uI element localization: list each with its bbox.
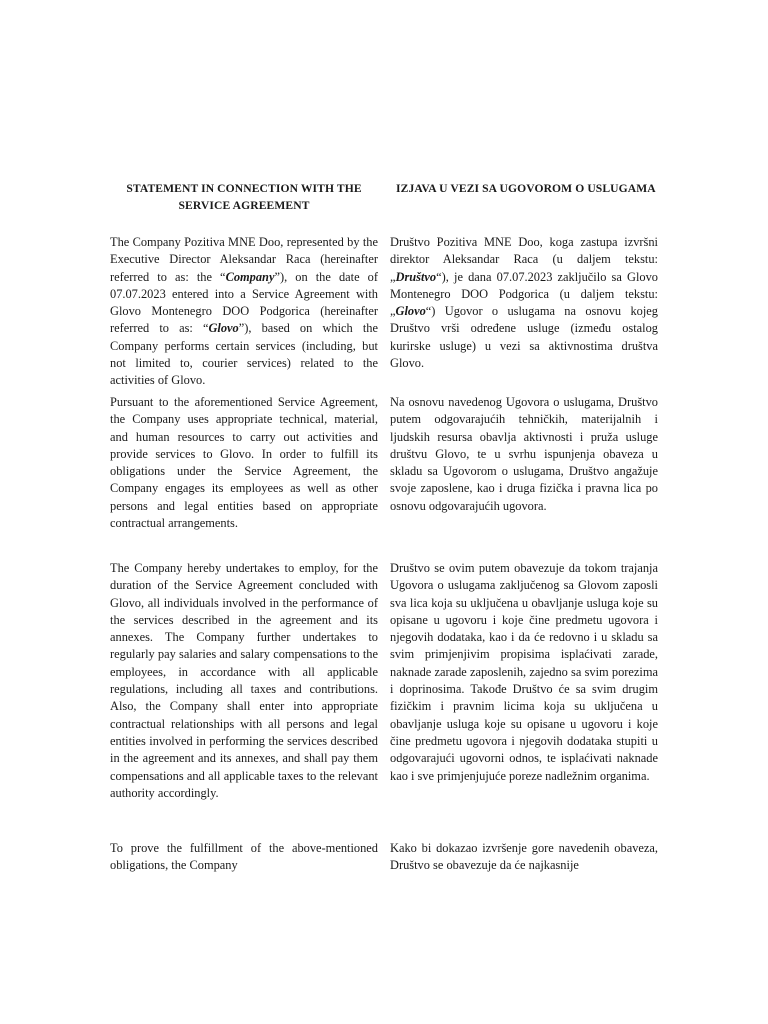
- montenegrin-heading: IZJAVA U VEZI SA UGOVOROM O USLUGAMA: [396, 182, 656, 195]
- montenegrin-column: [390, 180, 658, 873]
- english-p1-text-a: The Company Pozitiva MNE Doo, represented by the Executive Director Aleksandar Raca (hereinafter referred to as: the “: [110, 235, 378, 284]
- montenegrin-paragraph-3: Društvo se ovim putem obavezuje da tokom trajanja Ugovora o uslugama zaključenog sa Glovom zaposli sva lica koja su uključena u obavljanje usluga koje su opisane u ugovoru i koje čine predmetu ugovora i njegovih dodataka, kao i da će redovno i u skladu sa svim primjenjivim propisima isplaćivati zarade, naknade zarade zaposlenih, zajedno sa svim porezima i doprinosima. Takođe Društvo će sa svim drugim fizičkim i pravnim licima koja su uključena u obavljanje usluga koje su opisane u ugovoru i koje čine predmetu ugovora i njegovih dodataka stupiti u odgovarajući ugovorni odnos, te isplaćivati naknade kao i sve primjenjujuće poreze nadležnim organima.: [390, 561, 658, 783]
- montenegrin-p1-term-glovo: Glovo: [395, 304, 426, 319]
- montenegrin-paragraph-2: Na osnovu navedenog Ugovora o uslugama, Društvo putem odgovarajućih tehničkih, materijalnih i ljudskih resursa obavlja aktivnosti i pruža usluge društvu Glovo, te u svrhu ispunjenja obaveza u skladu sa Ugovorom o uslugama, Društvo angažuje svoje zaposlene, kao i druga fizička i pravna lica po osnovu odgovarajućih ugovora.: [390, 395, 658, 513]
- english-p1-text-e: ”), based on which the Company performs certain services (including, but not limited to, courier services) related to the activities of Glovo.: [110, 321, 378, 388]
- english-paragraph-2: Pursuant to the aforementioned Service Agreement, the Company uses appropriate technical, material, and human resources to carry out activities and provide services to Glovo. In order to fulfill its obligations under the Service Agreement, the Company engages its employees as well as other persons and legal entities based on appropriate contractual arrangements.: [110, 395, 378, 531]
- english-heading: STATEMENT IN CONNECTION WITH THE SERVICE AGREEMENT: [126, 182, 362, 212]
- english-paragraph-4: To prove the fulfillment of the above-mentioned obligations, the Company: [110, 841, 378, 873]
- english-column: [110, 180, 378, 873]
- montenegrin-p1-text-e: “) Ugovor o uslugama na osnovu kojeg Društvo vrši određene usluge (između ostalog kurirske usluge) u vezi sa aktivnostima društva Glovo.: [390, 304, 658, 371]
- english-paragraph-1: [110, 234, 378, 390]
- montenegrin-p1-text-c: “), je dana 07.07.2023 zaključilo sa Glovo Montenegro DOO Podgorica (u daljem tekstu: „: [390, 269, 658, 319]
- montenegrin-paragraph-4: Kako bi dokazao izvršenje gore navedenih obaveza, Društvo se obavezuje da će najkasnije: [390, 841, 658, 873]
- montenegrin-p1-text-a: Društvo Pozitiva MNE Doo, koga zastupa izvršni direktor Aleksandar Raca (u daljem tekstu: „: [390, 235, 658, 284]
- english-p1-term-glovo: Glovo: [208, 321, 239, 336]
- english-p1-term-company: Company: [225, 269, 275, 284]
- english-p1-text-c: ”), on the date of 07.07.2023 entered into a Service Agreement with Glovo Montenegro DOO Podgorica (hereinafter referred to as: “: [110, 269, 378, 336]
- montenegrin-p1-term-drustvo: Društvo: [395, 269, 437, 284]
- english-paragraph-3: The Company hereby undertakes to employ, for the duration of the Service Agreement concluded with Glovo, all individuals involved in the performance of the services described in the agreement and its annexes. The Company further undertakes to regularly pay salaries and salary compensations to the employees, in accordance with all applicable regulations, including all taxes and contributions. Also, the Company shall enter into appropriate contractual relationships with all persons and legal entities involved in performing the services described in the agreement and its annexes, and shall pay them compensations and all applicable taxes to the relevant authority accordingly.: [110, 561, 378, 800]
- montenegrin-paragraph-1: [390, 234, 658, 372]
